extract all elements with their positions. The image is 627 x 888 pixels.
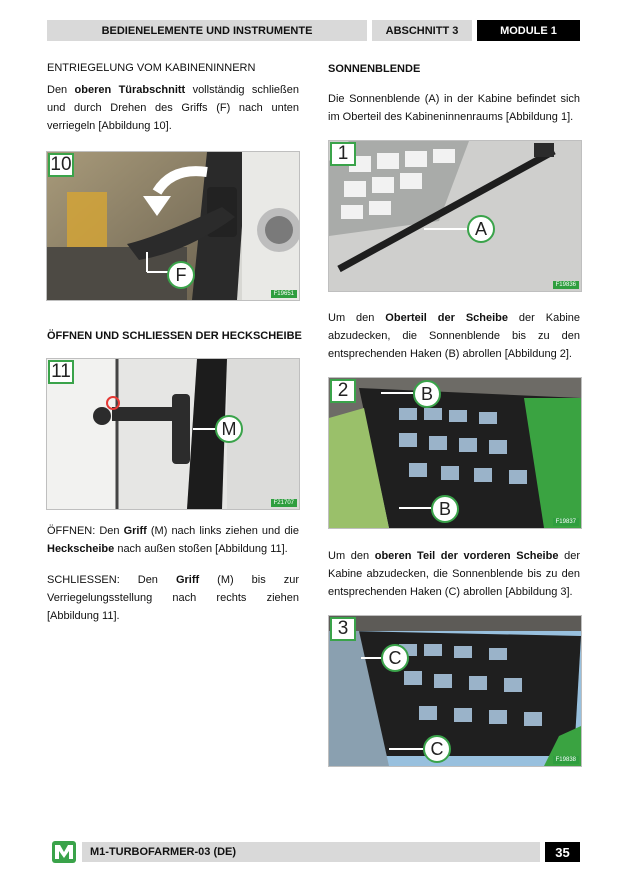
paragraph-schliessen: SCHLIESSEN: Den Griff (M) bis zur Verriegelungsstellung nach rechts ziehen [Abbildung 11].: [47, 574, 300, 622]
sun-visor-front-photo: [329, 616, 581, 766]
callout-A: A: [467, 215, 495, 243]
figure-1: [328, 140, 582, 292]
callout-B-top: B: [413, 380, 441, 408]
paragraph-oberteil: Um den Oberteil der Scheibe der Kabine abzudecken, die Sonnenblende bis zu den entsprechenden Haken (B) abrollen [Abbildung 2].: [328, 312, 581, 360]
figure-10: [46, 151, 300, 301]
figure-number: 1: [330, 142, 356, 166]
callout-M: M: [215, 415, 243, 443]
paragraph-oeffnen: ÖFFNEN: Den Griff (M) nach links ziehen und die Heckscheibe nach außen stoßen [Abbildung 11].: [47, 525, 299, 555]
figure-number: 11: [48, 360, 74, 384]
callout-C-bottom: C: [423, 735, 451, 763]
figure-number: 10: [48, 153, 74, 177]
rear-window-handle-photo: [47, 359, 299, 509]
callout-F: F: [167, 261, 195, 289]
section-title: BEDIENELEMENTE UND INSTRUMENTE: [47, 20, 367, 41]
heading-sonnenblende: SONNENBLENDE: [328, 63, 421, 75]
callout-B-bottom: B: [431, 495, 459, 523]
figure-code: F19836: [553, 281, 579, 289]
figure-number: 2: [330, 379, 356, 403]
sun-visor-rolled-photo: [329, 141, 581, 291]
figure-2: [328, 377, 582, 529]
heading-entriegelung: ENTRIEGELUNG VOM KABINENINNERN: [47, 62, 256, 74]
heading-heckscheibe: ÖFFNEN UND SCHLIESSEN DER HECKSCHEIBE: [47, 330, 302, 342]
page-number: 35: [545, 842, 580, 862]
figure-code: F21707: [271, 499, 297, 507]
figure-code: F19837: [553, 518, 579, 526]
figure-3: [328, 615, 582, 767]
figure-code: F19838: [553, 756, 579, 764]
brand-logo: [52, 841, 76, 863]
paragraph-sonnenblende: Die Sonnenblende (A) in der Kabine befindet sich im Oberteil des Kabineninnenraums [Abbildung 1].: [328, 93, 580, 123]
section-label: ABSCHNITT 3: [372, 20, 472, 41]
figure-number: 3: [330, 617, 356, 641]
module-label: MODULE 1: [477, 20, 580, 41]
footer-doc-id: M1-TURBOFARMER-03 (DE): [82, 842, 540, 862]
paragraph-entriegelung: Den oberen Türabschnitt vollständig schließen und durch Drehen des Griffs (F) nach unten verriegeln [Abbildung 10].: [47, 84, 299, 132]
paragraph-vorderscheibe: Um den oberen Teil der vorderen Scheibe der Kabine abzudecken, die Sonnenblende bis zu den entsprechenden Haken (C) abrollen [Abbildung 3].: [328, 550, 580, 598]
figure-11: [46, 358, 300, 510]
figure-code: F19651: [271, 290, 297, 298]
callout-C-top: C: [381, 644, 409, 672]
